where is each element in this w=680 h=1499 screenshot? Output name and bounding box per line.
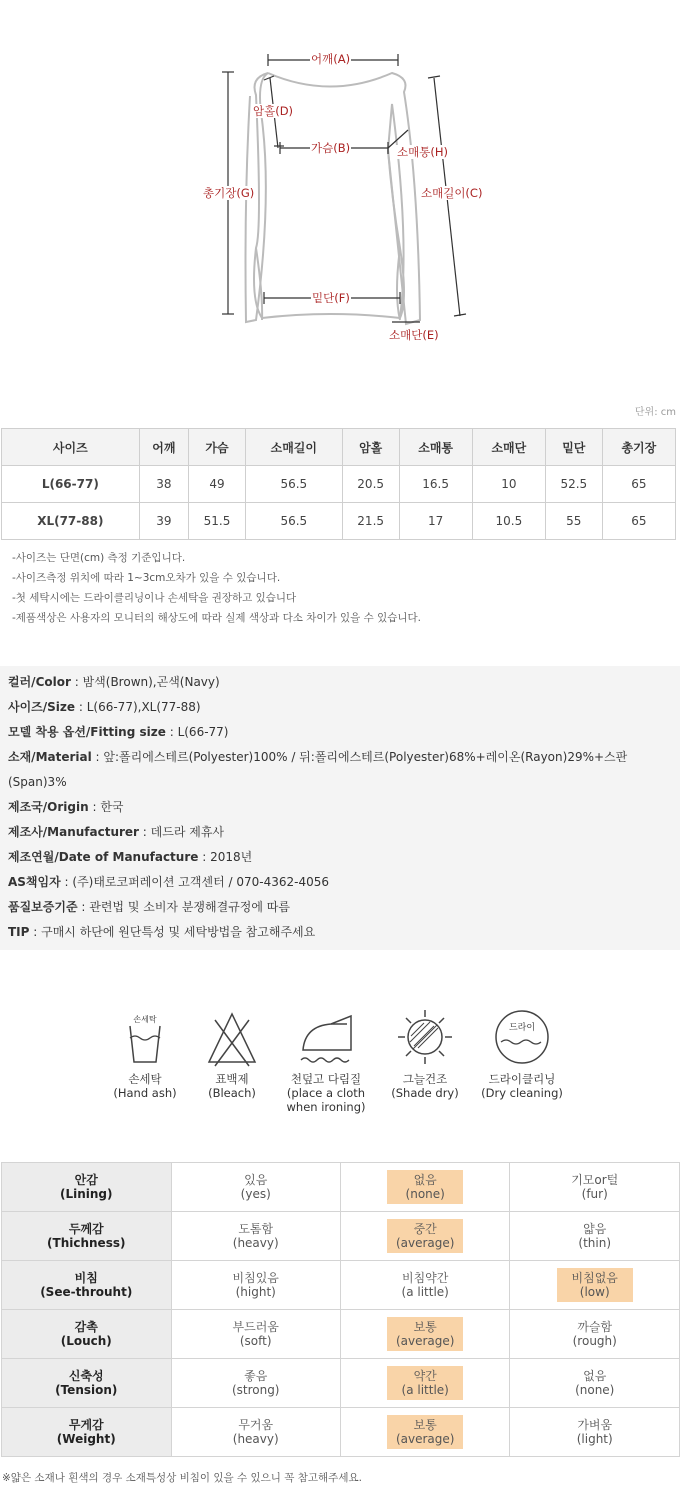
option-label: 보통 xyxy=(413,1320,437,1334)
care-item-iron xyxy=(278,1006,374,1114)
unit-label: 단위: cm xyxy=(634,407,676,418)
info-value: : 앞:폴리에스테르(Polyester)100% / 뒤:폴리에스테르(Polyester)68%+레이온(Rayon)29%+스판 xyxy=(91,750,628,764)
option-label-en: (low) xyxy=(579,1285,610,1299)
table-cell: 21.5 xyxy=(342,503,399,540)
option-label: 없음 xyxy=(413,1173,437,1187)
fabric-option-selected xyxy=(387,1219,463,1253)
fabric-table xyxy=(1,1162,680,1457)
info-row xyxy=(8,845,672,870)
option-label-en: (none) xyxy=(575,1383,615,1397)
table-cell: 65 xyxy=(602,503,675,540)
fabric-option-text xyxy=(567,1317,623,1351)
fabric-row xyxy=(2,1163,680,1212)
col-header: 밑단 xyxy=(545,429,602,466)
info-value: : 데드라 제휴사 xyxy=(138,825,225,839)
info-value: (Span)3% xyxy=(8,775,67,789)
fabric-option xyxy=(171,1310,340,1359)
product-info xyxy=(0,666,680,950)
info-row xyxy=(8,745,672,770)
care-label: 천덮고 다림질 xyxy=(290,1072,362,1086)
info-row xyxy=(8,895,672,920)
info-label: AS책임자 xyxy=(8,875,61,889)
fabric-option-selected xyxy=(557,1268,633,1302)
option-label-en: (average) xyxy=(395,1432,455,1446)
info-row xyxy=(8,795,672,820)
dry-clean-tag: 드라이 xyxy=(508,1023,536,1033)
col-header: 소매통 xyxy=(399,429,472,466)
col-header: 총기장 xyxy=(602,429,675,466)
table-cell: 52.5 xyxy=(545,466,602,503)
care-label: 손세탁 xyxy=(128,1072,162,1086)
care-label-en: (place a cloth xyxy=(286,1086,366,1100)
option-label-en: (light) xyxy=(576,1432,613,1446)
option-label: 가벼움 xyxy=(577,1418,613,1432)
label-armhole: 암홀(D) xyxy=(253,104,294,118)
fabric-option xyxy=(171,1163,340,1212)
fabric-option xyxy=(340,1408,510,1457)
table-cell: 49 xyxy=(189,466,246,503)
table-cell: 10.5 xyxy=(472,503,545,540)
footnote: ※얇은 소재나 흰색의 경우 소재특성상 비침이 있을 수 있으니 꼭 참고해주세요. xyxy=(2,1472,362,1484)
hand-wash-tag: 손세탁 xyxy=(133,1015,157,1024)
fabric-option xyxy=(171,1359,340,1408)
col-header: 소매길이 xyxy=(245,429,342,466)
info-label: 컬러/Color xyxy=(8,675,71,689)
fabric-row xyxy=(2,1408,680,1457)
option-label: 도톰함 xyxy=(238,1222,274,1236)
table-cell: 56.5 xyxy=(245,466,342,503)
fabric-row-header xyxy=(2,1359,172,1408)
fabric-label: 무게감 xyxy=(68,1418,104,1432)
care-label-en: when ironing) xyxy=(286,1100,366,1114)
option-label: 비침있음 xyxy=(232,1271,279,1285)
option-label-en: (fur) xyxy=(581,1187,608,1201)
option-label: 부드러움 xyxy=(232,1320,279,1334)
table-cell: 65 xyxy=(602,466,675,503)
fabric-option-text xyxy=(572,1219,617,1253)
care-instructions xyxy=(0,1000,680,1130)
fabric-option xyxy=(171,1212,340,1261)
option-label-en: (heavy) xyxy=(232,1236,279,1250)
info-label: TIP xyxy=(8,925,30,939)
label-hem: 밑단(F) xyxy=(312,291,350,305)
fabric-option-text xyxy=(571,1415,619,1449)
table-row xyxy=(2,503,676,540)
option-label-en: (soft) xyxy=(239,1334,272,1348)
info-label: 소재/Material xyxy=(8,750,92,764)
option-label-en: (a little) xyxy=(401,1383,449,1397)
info-label: 사이즈/Size xyxy=(8,700,76,714)
option-label-en: (heavy) xyxy=(232,1432,279,1446)
table-cell: 51.5 xyxy=(189,503,246,540)
fabric-option-text xyxy=(227,1317,285,1351)
table-cell: 39 xyxy=(139,503,189,540)
fabric-row-header xyxy=(2,1212,172,1261)
fabric-option-selected xyxy=(387,1170,463,1204)
fabric-label: 감촉 xyxy=(74,1320,98,1334)
note-line: -사이즈측정 위치에 따라 1~3cm오차가 있을 수 있습니다. xyxy=(12,572,281,584)
fabric-option-text xyxy=(396,1268,455,1302)
label-cuff: 소매단(E) xyxy=(389,328,439,342)
col-header: 가슴 xyxy=(189,429,246,466)
option-label-en: (strong) xyxy=(231,1383,280,1397)
option-label: 비침약간 xyxy=(402,1271,449,1285)
fabric-row xyxy=(2,1310,680,1359)
fabric-label-en: (Louch) xyxy=(60,1334,112,1348)
table-cell: 16.5 xyxy=(399,466,472,503)
table-cell: XL(77-88) xyxy=(2,503,140,540)
care-label: 그늘건조 xyxy=(402,1072,448,1086)
info-row xyxy=(8,720,672,745)
label-sleeve-length: 소매길이(C) xyxy=(421,186,483,200)
fabric-option xyxy=(510,1359,680,1408)
dry-clean-icon xyxy=(491,1006,553,1068)
care-item-hand-wash xyxy=(105,1006,185,1100)
fabric-row-header xyxy=(2,1261,172,1310)
measurement-diagram xyxy=(0,0,680,400)
care-item-dry-clean xyxy=(476,1006,568,1100)
fabric-label-en: (See-throuht) xyxy=(40,1285,133,1299)
info-value: : 2018년 xyxy=(198,850,253,864)
hand-wash-icon xyxy=(120,1006,170,1068)
fabric-option-text xyxy=(235,1170,277,1204)
info-label: 제조국/Origin xyxy=(8,800,89,814)
table-row xyxy=(2,466,676,503)
fabric-option-selected xyxy=(387,1317,463,1351)
no-bleach-icon xyxy=(207,1006,257,1068)
option-label-en: (a little) xyxy=(401,1285,449,1299)
fabric-option-text xyxy=(227,1268,285,1302)
care-label-en: (Bleach) xyxy=(208,1086,256,1100)
info-label: 제조연월/Date of Manufacture xyxy=(8,850,199,864)
col-header: 사이즈 xyxy=(2,429,140,466)
option-label-en: (thin) xyxy=(578,1236,612,1250)
col-header: 암홀 xyxy=(342,429,399,466)
option-label-en: (rough) xyxy=(572,1334,617,1348)
option-label: 비침없음 xyxy=(571,1271,618,1285)
fabric-option xyxy=(510,1212,680,1261)
fabric-option xyxy=(340,1310,510,1359)
fabric-label-en: (Weight) xyxy=(56,1432,116,1446)
option-label: 보통 xyxy=(413,1418,437,1432)
fabric-label: 두께감 xyxy=(68,1222,104,1236)
fabric-option xyxy=(340,1212,510,1261)
fabric-option xyxy=(340,1163,510,1212)
table-cell: 20.5 xyxy=(342,466,399,503)
fabric-option-selected xyxy=(387,1366,463,1400)
fabric-option-text xyxy=(226,1366,286,1400)
fabric-row-header xyxy=(2,1310,172,1359)
size-notes xyxy=(12,548,421,628)
care-label-en: (Hand ash) xyxy=(113,1086,177,1100)
table-cell: 38 xyxy=(139,466,189,503)
option-label: 무거움 xyxy=(238,1418,274,1432)
option-label: 없음 xyxy=(583,1369,607,1383)
fabric-label: 비침 xyxy=(74,1271,98,1285)
care-label-en: (Dry cleaning) xyxy=(481,1086,563,1100)
table-cell: 17 xyxy=(399,503,472,540)
info-row xyxy=(8,695,672,720)
fabric-option-text xyxy=(227,1219,285,1253)
fabric-row-header xyxy=(2,1163,172,1212)
option-label: 약간 xyxy=(413,1369,437,1383)
fabric-option-text xyxy=(569,1366,620,1400)
info-row xyxy=(8,920,672,945)
fabric-row-header xyxy=(2,1408,172,1457)
info-value: : L(66-77),XL(77-88) xyxy=(75,700,201,714)
shade-dry-icon xyxy=(394,1006,456,1068)
fabric-option xyxy=(340,1359,510,1408)
option-label: 까슬함 xyxy=(577,1320,613,1334)
care-label: 표백제 xyxy=(215,1072,249,1086)
fabric-option xyxy=(510,1310,680,1359)
fabric-label: 신축성 xyxy=(68,1369,104,1383)
info-value: : 밤색(Brown),곤색(Navy) xyxy=(70,675,220,689)
size-table xyxy=(1,428,676,540)
fabric-option-selected xyxy=(387,1415,463,1449)
info-value: : L(66-77) xyxy=(165,725,229,739)
info-row xyxy=(8,770,672,795)
option-label-en: (yes) xyxy=(240,1187,271,1201)
info-row xyxy=(8,820,672,845)
label-sleeve-width: 소매통(H) xyxy=(397,145,448,159)
fabric-option-text xyxy=(227,1415,285,1449)
fabric-label-en: (Thichness) xyxy=(47,1236,126,1250)
info-row xyxy=(8,670,672,695)
fabric-label-en: (Lining) xyxy=(59,1187,113,1201)
col-header: 어깨 xyxy=(139,429,189,466)
iron-icon xyxy=(295,1006,357,1068)
table-cell: L(66-77) xyxy=(2,466,140,503)
fabric-label: 안감 xyxy=(74,1173,98,1187)
fabric-option xyxy=(340,1261,510,1310)
option-label: 좋음 xyxy=(244,1369,268,1383)
fabric-row xyxy=(2,1359,680,1408)
fabric-option xyxy=(171,1261,340,1310)
option-label-en: (average) xyxy=(395,1334,455,1348)
col-header: 소매단 xyxy=(472,429,545,466)
care-item-bleach xyxy=(192,1006,272,1100)
label-total-length: 총기장(G) xyxy=(203,186,255,200)
info-row xyxy=(8,870,672,895)
info-label: 모델 착용 옵션/Fitting size xyxy=(8,725,166,739)
info-value: : 관련법 및 소비자 분쟁해결규정에 따름 xyxy=(77,900,290,914)
fabric-row xyxy=(2,1212,680,1261)
fabric-option xyxy=(510,1261,680,1310)
note-line: -첫 세탁시에는 드라이클리닝이나 손세탁을 권장하고 있습니다 xyxy=(12,592,297,604)
care-label-en: (Shade dry) xyxy=(391,1086,459,1100)
table-cell: 10 xyxy=(472,466,545,503)
option-label-en: (hight) xyxy=(235,1285,276,1299)
info-value: : 한국 xyxy=(88,800,124,814)
fabric-option xyxy=(171,1408,340,1457)
fabric-option xyxy=(510,1163,680,1212)
option-label: 기모or털 xyxy=(571,1173,619,1187)
label-chest: 가슴(B) xyxy=(311,141,351,155)
care-item-shade-dry xyxy=(385,1006,465,1100)
fabric-label-en: (Tension) xyxy=(55,1383,118,1397)
option-label: 중간 xyxy=(413,1222,437,1236)
info-label: 품질보증기준 xyxy=(8,900,78,914)
fabric-option xyxy=(510,1408,680,1457)
option-label: 얇음 xyxy=(583,1222,607,1236)
info-label: 제조사/Manufacturer xyxy=(8,825,139,839)
option-label: 있음 xyxy=(244,1173,268,1187)
table-cell: 56.5 xyxy=(245,503,342,540)
fabric-row xyxy=(2,1261,680,1310)
table-cell: 55 xyxy=(545,503,602,540)
label-shoulder: 어깨(A) xyxy=(311,52,351,66)
option-label-en: (average) xyxy=(395,1236,455,1250)
option-label-en: (none) xyxy=(405,1187,445,1201)
fabric-option-text xyxy=(565,1170,624,1204)
info-value: : 구매시 하단에 원단특성 및 세탁방법을 참고해주세요 xyxy=(29,925,316,939)
size-table-header xyxy=(2,429,676,466)
care-label: 드라이클리닝 xyxy=(488,1072,556,1086)
info-value: : (주)태로코퍼레이션 고객센터 / 070-4362-4056 xyxy=(60,875,329,889)
note-line: -사이즈는 단면(cm) 측정 기준입니다. xyxy=(12,552,186,564)
note-line: -제품색상은 사용자의 모니터의 해상도에 따라 실제 색상과 다소 차이가 있을 수 있습니다. xyxy=(12,612,421,624)
